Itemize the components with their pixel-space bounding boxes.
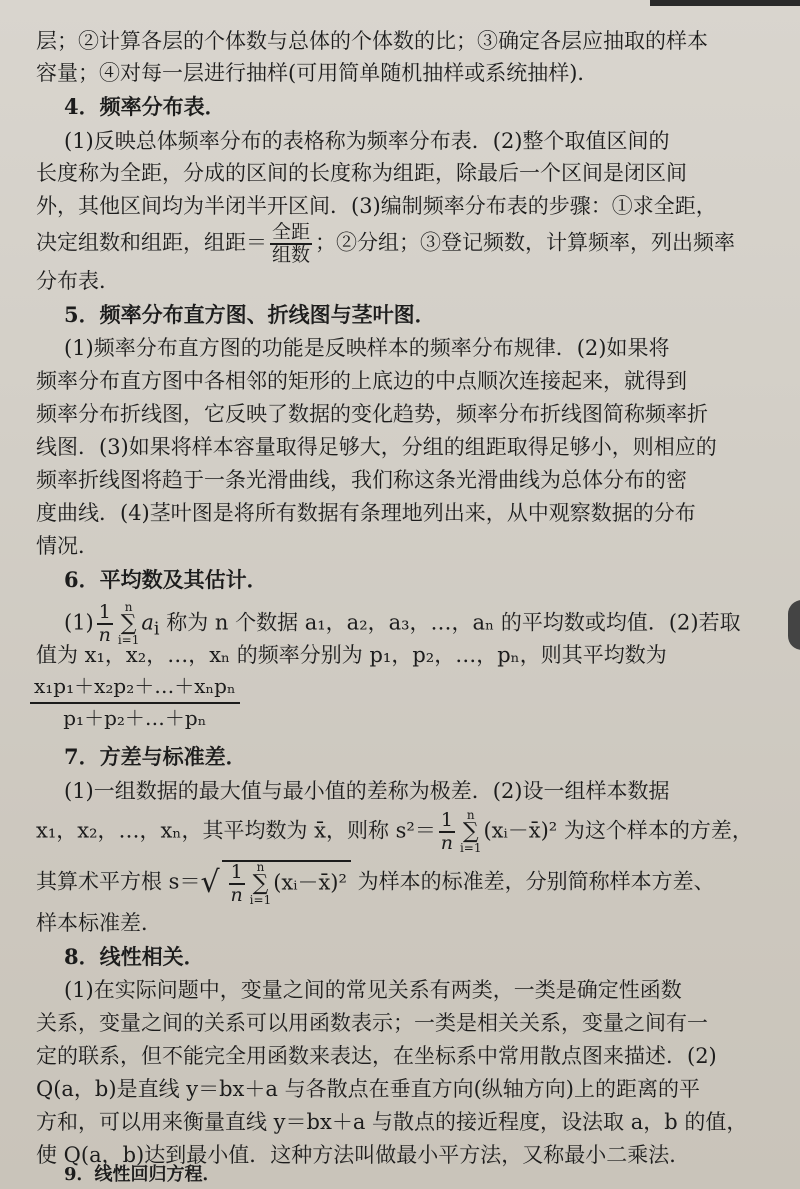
text-line: 分布表． [36, 269, 120, 293]
section-heading: 7．方差与标准差． [64, 744, 247, 769]
text-line: 值为 x₁，x₂，…，xₙ 的频率分别为 p₁，p₂，…，pₙ，则其平均数为 [36, 643, 667, 667]
sigma-upper: n [124, 600, 133, 614]
fraction-numerator: 1 [98, 601, 111, 623]
text-span: (1) [64, 610, 94, 635]
page-top-bar [650, 0, 800, 6]
text-line: 长度称为全距，分成的区间的长度称为组距，除最后一个区间是闭区间 [36, 161, 687, 185]
text-span: 称为 n 个数据 a₁，a₂，a₃，…，aₙ 的平均数或均值．(2)若取 [159, 610, 741, 635]
section-heading: 8．线性相关． [64, 944, 205, 969]
formula-term: (xᵢ－x̄)² [273, 870, 347, 895]
section-heading: 9．线性回归方程． [64, 1164, 221, 1185]
text-line: 层；②计算各层的个体数与总体的个体数的比；③确定各层应抽取的样本 [36, 29, 708, 53]
sqrt-body [222, 860, 351, 906]
text-line: (1)频率分布直方图的功能是反映样本的频率分布规律．(2)如果将 [64, 336, 670, 360]
text-span: ；②分组；③登记频数，计算频率，列出频率 [315, 230, 736, 255]
text-line: Q(a，b)是直线 y＝bx＋a 与各散点在垂直方向(纵轴方向)上的距离的平 [36, 1077, 700, 1101]
text-line: 频率折线图将趋于一条光滑曲线，我们称这条光滑曲线为总体分布的密 [36, 468, 687, 492]
sigma-lower: i=1 [117, 633, 140, 647]
section-heading: 6．平均数及其估计． [64, 567, 268, 592]
fraction-numerator: 1 [440, 809, 453, 831]
formula-term: a [141, 610, 154, 635]
text-span: x₁，x₂，…，xₙ，其平均数为 x̄，则称 s²＝ [36, 818, 436, 843]
sigma-symbol: n ∑ i=1 [249, 860, 272, 907]
text-line: 容量；④对每一层进行抽样(可用简单随机抽样或系统抽样)． [36, 61, 599, 85]
fraction-denominator: 组数 [272, 244, 311, 266]
text-span: 其算术平方根 s＝ [36, 869, 201, 894]
sigma-symbol: n ∑ i=1 [459, 808, 482, 855]
sigma-lower: i=1 [459, 841, 482, 855]
sqrt-sign: √ [200, 865, 220, 900]
sigma-lower: i=1 [249, 893, 272, 907]
fraction [270, 222, 312, 266]
fraction-denominator: n [98, 624, 111, 646]
text-line: 外，其他区间均为半闭半开区间．(3)编制频率分布表的步骤：①求全距， [36, 194, 717, 218]
sigma-upper: n [466, 808, 475, 822]
fraction [439, 810, 455, 854]
text-line: 关系，变量之间的关系可以用函数表示；一类是相关关系，变量之间有一 [36, 1011, 708, 1035]
text-line: 度曲线．(4)茎叶图是将所有数据有条理地列出来，从中观察数据的分布 [36, 501, 696, 525]
text-span: 为样本的标准差，分别简称样本方差、 [350, 869, 715, 894]
fraction-denominator: p₁＋p₂＋…＋pₙ [63, 706, 207, 730]
text-line: 线图．(3)如果将样本容量取得足够大，分组的组距取得足够小，则相应的 [36, 435, 717, 459]
text-line-with-formula [36, 810, 753, 854]
text-line-with-fraction [36, 222, 735, 266]
text-line: 情况． [36, 534, 99, 558]
text-span: 为这个样本的方差， [557, 818, 753, 843]
section-heading: 5．频率分布直方图、折线图与茎叶图． [64, 302, 436, 327]
fraction-denominator: n [230, 884, 243, 906]
section-heading: 4．频率分布表． [64, 94, 226, 119]
fraction [229, 862, 245, 906]
text-line: 样本标准差． [36, 911, 162, 935]
mean-fraction [30, 672, 240, 732]
text-line: 频率分布折线图，它反映了数据的变化趋势，频率分布折线图简称频率折 [36, 402, 708, 426]
text-span: 决定组数和组距，组距＝ [36, 230, 267, 255]
text-line: 频率分布直方图中各相邻的矩形的上底边的中点顺次连接起来，就得到 [36, 369, 687, 393]
fraction [97, 602, 113, 646]
text-line-with-formula: (1) $\frac{1}{n}$ n ∑ $i=1a_i$ 称为 n 个数据 a₁，a₂，a₃，…，aₙ 的平均数或均值．(2)若取 [64, 600, 741, 647]
fraction-numerator: x₁p₁＋x₂p₂＋…＋xₙpₙ [30, 672, 240, 704]
sigma-upper: n [256, 860, 265, 874]
fraction-denominator: n [440, 832, 454, 854]
text-line: (1)反映总体频率分布的表格称为频率分布表．(2)整个取值区间的 [64, 129, 670, 153]
text-line-with-formula [36, 860, 715, 906]
text-line: 使 Q(a，b)达到最小值．这种方法叫做最小平方法，又称最小二乘法． [36, 1143, 691, 1167]
text-line: (1)一组数据的最大值与最小值的差称为极差．(2)设一组样本数据 [64, 779, 670, 803]
fraction-numerator: 1 [230, 861, 243, 883]
fraction-numerator: 全距 [272, 221, 311, 243]
formula-term: (xᵢ－x̄)² [483, 818, 558, 843]
text-line: 定的联系，但不能完全用函数来表达，在坐标系中常用散点图来描述．(2) [36, 1044, 717, 1068]
page-side-tab [788, 600, 800, 650]
text-line: 方和，可以用来衡量直线 y＝bx＋a 与散点的接近程度，设法取 a，b 的值， [36, 1110, 748, 1134]
text-line: (1)在实际问题中，变量之间的常见关系有两类，一类是确定性函数 [64, 978, 682, 1002]
sigma-symbol: n ∑ i=1 [117, 600, 140, 647]
